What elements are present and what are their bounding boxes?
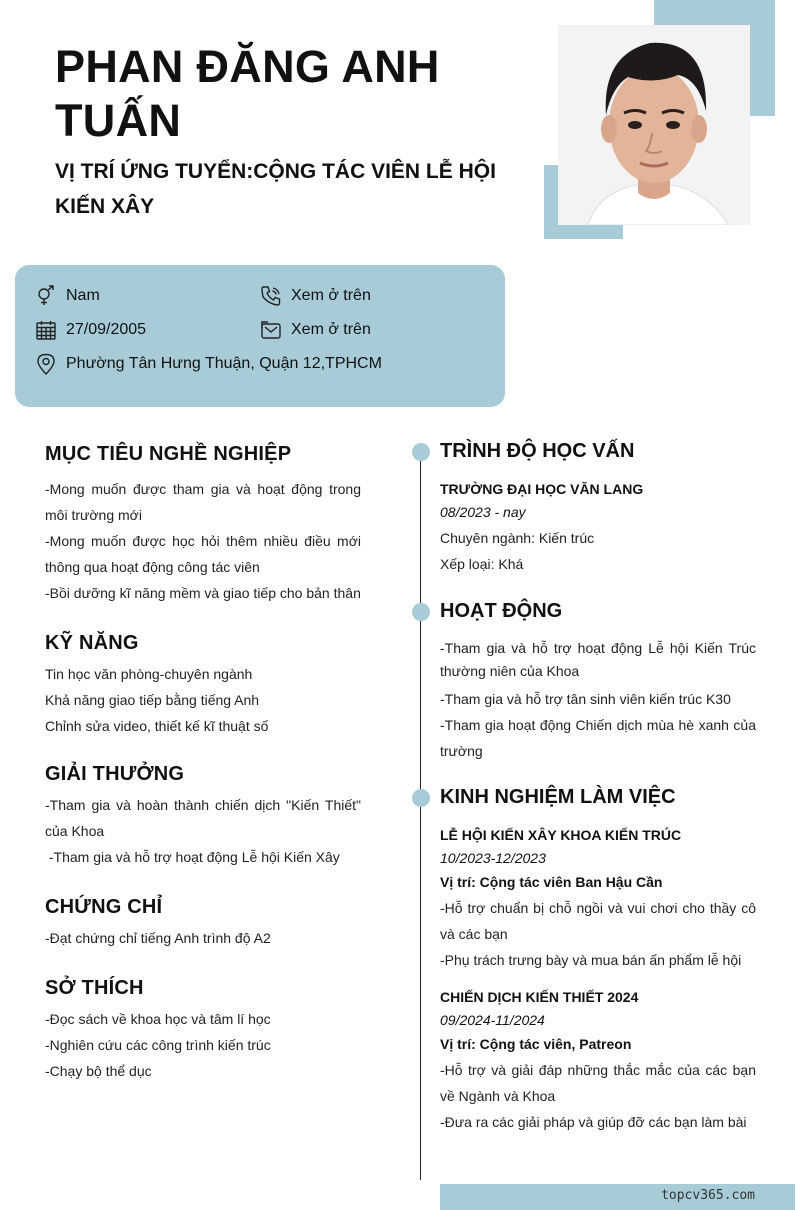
footer-watermark: topcv365.com [661, 1188, 755, 1203]
phone-value: Xem ở trên [291, 287, 371, 304]
education-section [440, 437, 756, 577]
footer-bar [440, 1184, 795, 1210]
skill-item: Tin học văn phòng-chuyên ngành [45, 666, 253, 682]
education-period: 08/2023 - nay [440, 504, 526, 520]
job-entry [440, 986, 756, 1135]
award-item: -Tham gia và hỗ trợ hoạt động Lễ hội Kiến Xây [45, 849, 340, 865]
school-name: TRƯỜNG ĐẠI HỌC VĂN LANG [440, 481, 644, 497]
email-item [260, 319, 371, 341]
gender-item [35, 285, 100, 307]
objective-item: -Mong muốn được học hỏi thêm nhiều điều mới thông qua hoạt động công tác viên [45, 533, 361, 575]
objective-item: -Bồi dưỡng kĩ năng mềm và giao tiếp cho bản thân [45, 585, 361, 601]
activity-item: -Tham gia và hỗ trợ tân sinh viên kiến trúc K30 [440, 691, 731, 707]
job-task: -Đưa ra các giải pháp và giúp đỡ các bạn làm bài [440, 1114, 747, 1130]
job-organization: LỄ HỘI KIẾN XÂY KHOA KIẾN TRÚC [440, 827, 682, 843]
photo-frame-right-bar [750, 0, 775, 116]
job-period: 10/2023-12/2023 [440, 850, 546, 866]
hobbies-section [45, 974, 361, 1084]
job-role: Vị trí: Cộng tác viên, Patreon [440, 1036, 632, 1052]
candidate-name: PHAN ĐĂNG ANH TUẤN [55, 41, 440, 146]
photo-frame-bottom-bar [544, 225, 623, 239]
timeline-dot [412, 603, 430, 621]
mail-icon [260, 319, 282, 341]
phone-item [260, 285, 371, 307]
job-organization: CHIẾN DỊCH KIẾN THIẾT 2024 [440, 989, 639, 1005]
skill-item: Chỉnh sửa video, thiết kế kĩ thuật số [45, 718, 269, 734]
timeline-line [420, 452, 421, 1180]
skills-title: KỸ NĂNG [45, 632, 139, 654]
hobby-item: -Chạy bộ thể dục [45, 1063, 152, 1079]
experience-title: KINH NGHIỆM LÀM VIỆC [440, 786, 676, 808]
applied-position: VỊ TRÍ ỨNG TUYỂN:CỘNG TÁC VIÊN LỄ HỘI KIẾN XÂY [55, 160, 496, 218]
skills-section [45, 629, 361, 739]
objective-item: -Mong muốn được tham gia và hoạt động trong môi trường mới [45, 481, 361, 523]
hobby-item: -Nghiên cứu các công trình kiến trúc [45, 1037, 271, 1053]
job-entry [440, 824, 756, 973]
awards-section [45, 760, 361, 870]
birthday-value: 27/09/2005 [66, 321, 147, 338]
certificate-item: -Đạt chứng chỉ tiếng Anh trình độ A2 [45, 930, 271, 946]
timeline-dot [412, 443, 430, 461]
email-value: Xem ở trên [291, 321, 371, 338]
job-period: 09/2024-11/2024 [440, 1012, 545, 1028]
objective-section [45, 440, 361, 606]
skill-item: Khả năng giao tiếp bằng tiếng Anh [45, 692, 260, 708]
hobbies-title: SỞ THÍCH [45, 977, 144, 999]
job-task: -Hỗ trợ chuẩn bị chỗ ngồi và vui chơi cho thầy cô và các bạn [440, 900, 756, 942]
location-pin-icon [35, 353, 57, 375]
phone-icon [260, 285, 282, 307]
activity-item: -Tham gia hoạt động Chiến dịch mùa hè xanh của trường [440, 717, 756, 759]
address-item [35, 353, 382, 375]
address-value: Phường Tân Hưng Thuận, Quận 12,TPHCM [66, 355, 382, 372]
timeline-dot [412, 789, 430, 807]
certificates-title: CHỨNG CHỈ [45, 896, 163, 918]
activities-section [440, 597, 756, 764]
activity-item: -Tham gia và hỗ trợ hoạt động Lễ hội Kiến Trúc thường niên của Khoa [440, 640, 756, 679]
gender-value: Nam [66, 287, 100, 304]
birthday-item [35, 319, 146, 341]
awards-title: GIẢI THƯỞNG [45, 763, 185, 785]
award-item: -Tham gia và hoàn thành chiến dịch "Kiến Thiết" của Khoa [45, 797, 361, 839]
job-task: -Phụ trách trưng bày và mua bán ấn phẩm lễ hội [440, 952, 742, 968]
objective-title: MỤC TIÊU NGHỀ NGHIỆP [45, 443, 292, 465]
certificates-section [45, 893, 361, 951]
contact-info-box [15, 265, 505, 407]
profile-photo [558, 25, 750, 225]
gender-icon [35, 285, 57, 307]
education-grade: Xếp loại: Khá [440, 556, 524, 572]
activities-title: HOẠT ĐỘNG [440, 600, 563, 622]
job-role: Vị trí: Cộng tác viên Ban Hậu Cần [440, 874, 663, 890]
job-task: -Hỗ trợ và giải đáp những thắc mắc của các bạn về Ngành và Khoa [440, 1062, 756, 1104]
left-column [45, 440, 361, 1084]
hobby-item: -Đọc sách về khoa học và tâm lí học [45, 1011, 271, 1027]
education-major: Chuyên ngành: Kiến trúc [440, 530, 595, 546]
calendar-icon [35, 319, 57, 341]
education-title: TRÌNH ĐỘ HỌC VẤN [440, 440, 635, 462]
experience-section [440, 783, 756, 1135]
